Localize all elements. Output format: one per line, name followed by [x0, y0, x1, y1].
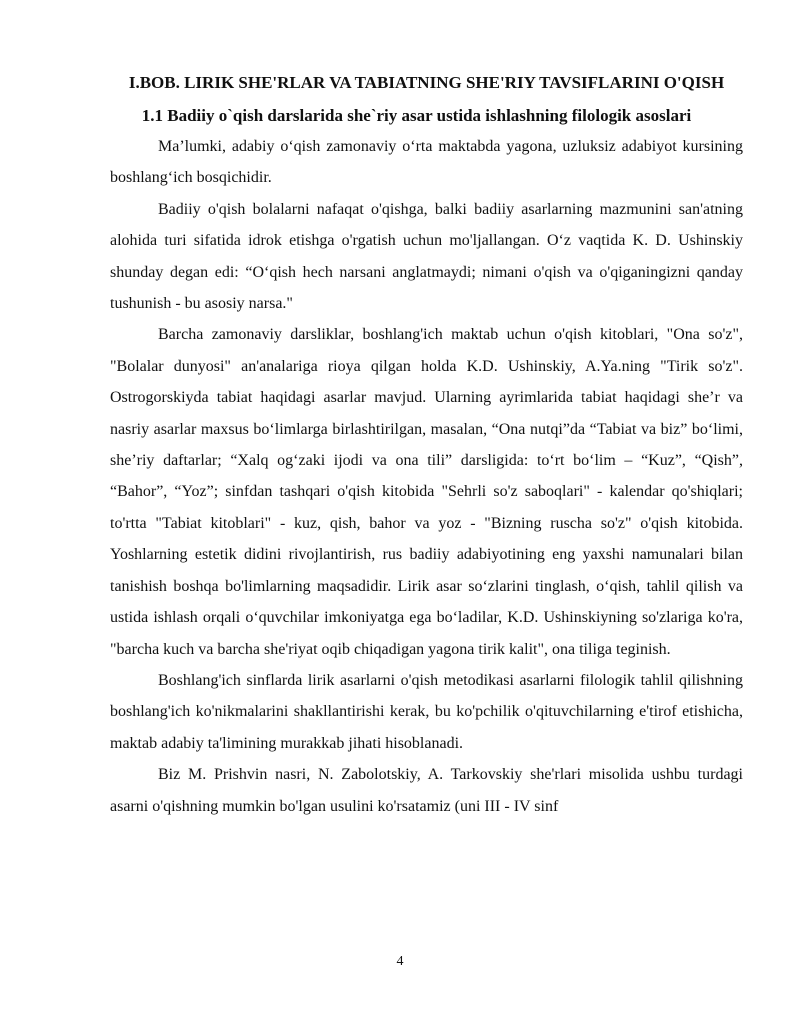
chapter-title: I.BOB. LIRIK SHE'RLAR VA TABIATNING SHE'RIY TAVSIFLARINI O'QISH — [128, 73, 725, 92]
page-number: 4 — [396, 954, 404, 969]
paragraph: Biz M. Prishvin nasri, N. Zabolotskiy, A. Tarkovskiy she'rlari misolida ushbu turdagi asarni o'qishning mumkin bo'lgan usulini ko'rsatamiz (uni III - IV sinf — [110, 766, 743, 815]
section-title: 1.1 Badiiy o`qish darslarida she`riy asar ustida ishlashning filologik asoslari — [141, 106, 692, 125]
paragraph: Badiiy o'qish bolalarni nafaqat o'qishga, balki badiiy asarlarning mazmunini san'atning alohida turi sifatida idrok etishga o'rgatish uchun mo'ljallangan. O‘z vaqtida K. D. Ushinskiy shunday degan edi: “O‘qish hech narsani anglatmaydi; nimani o'qish va o'qiganingizni qanday tushunish - bu asosiy narsa." — [110, 200, 743, 313]
paragraph: Boshlang'ich sinflarda lirik asarlarni o'qish metodikasi asarlarni filologik tahlil qilishning boshlang'ich ko'nikmalarini shakllantirishi kerak, bu ko'pchilik o'qituvchilarning e'tirof etishicha, maktab adabiy ta'limining murakkab jihati hisoblanadi. — [110, 671, 743, 752]
paragraph: Barcha zamonaviy darsliklar, boshlang'ich maktab uchun o'qish kitoblari, "Ona so'z", "Bolalar dunyosi" an'analariga rioya qilgan holda K.D. Ushinskiy, A.Ya.ning "Tirik so'z". Ostrogorskiyda tabiat haqidagi asarlar mavjud. Ularning ayrimlarida tabiat haqidagi she’r va nasriy asarlar maxsus bo‘limlarga birlashtirilgan, masalan, “Ona nutqi”da “Tabiat va biz” bo‘limi, she’riy daftarlar; “Xalq og‘zaki ijodi va ona tili” darsligida: to‘rt bo‘lim – “Kuz”, “Qish”, “Bahor”, “Yoz”; sinfdan tashqari o'qish kitobida "Sehrli so'z saboqlari" - kalendar qo'shiqlari; to'rtta "Tabiat kitoblari" - kuz, qish, bahor va yoz - "Bizning ruscha so'z" o'qish kitobida. Yoshlarning estetik didini rivojlantirish, rus badiiy adabiyotining eng yaxshi namunalari bilan tanishish boshqa bo'limlarning maqsadidir. Lirik asar so‘zlarini tinglash, o‘qish, tahlil qilish va ustida ishlash orqali o‘quvchilar imkoniyatga ega bo‘ladilar, K.D. Ushinskiyning so'zlariga ko'ra, "barcha kuch va barcha she'riyat oqib chiqadigan yagona tirik kalit", ona tiliga teginish. — [110, 326, 743, 658]
paragraph: Ma’lumki, adabiy o‘qish zamonaviy o‘rta maktabda yagona, uzluksiz adabiyot kursining boshlang‘ich bosqichidir. — [110, 138, 743, 187]
